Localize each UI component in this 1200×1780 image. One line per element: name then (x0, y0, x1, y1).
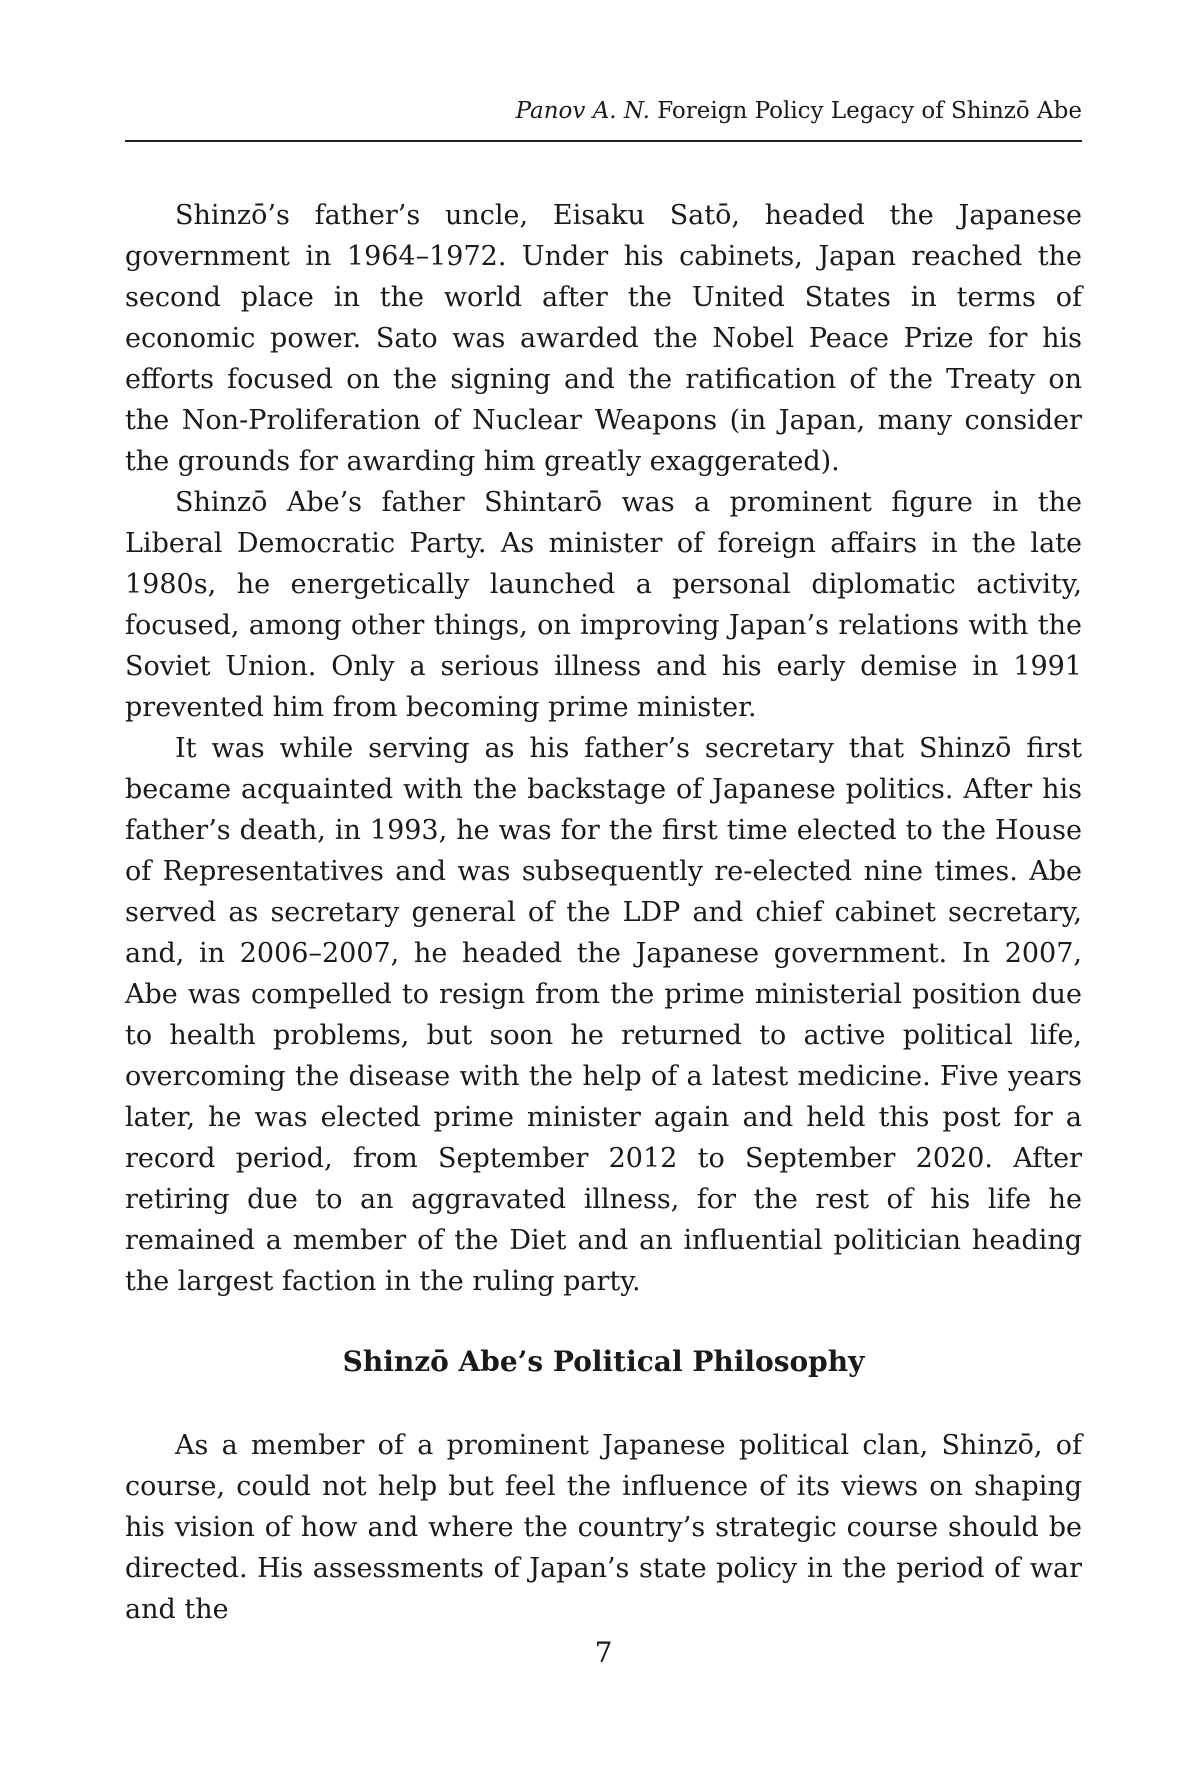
section-heading: Shinzō Abe’s Political Philosophy (342, 1345, 865, 1378)
section-body-text (125, 1425, 1082, 1630)
paragraph: As a member of a prominent Japanese political clan, Shinzō, of course, could not help but feel the influence of its views on shaping his vision of how and where the country’s strategic course should be directed. His assessments of Japan’s state policy in the period of war and the (125, 1430, 1082, 1625)
paragraph: Shinzō Abe’s father Shintarō was a prominent figure in the Liberal Democratic Party. As minister of foreign affairs in the late 1980s, he energetically launched a personal diplomatic activity, focused, among other things, on improving Japan’s relations with the Soviet Union. Only a serious illness and his early demise in 1991 prevented him from becoming prime minister. (125, 487, 1082, 723)
body-text (125, 195, 1082, 1302)
running-head-author: Panov A. N. (515, 98, 650, 124)
page-number: 7 (594, 1636, 613, 1669)
running-head (125, 96, 1082, 126)
paragraph: Shinzō’s father’s uncle, Eisaku Satō, headed the Japanese government in 1964–1972. Under his cabinets, Japan reached the second place in the world after the United States in terms of economic power. Sato was awarded the Nobel Peace Prize for his efforts focused on the signing and the ratification of the Treaty on the Non-Proliferation of Nuclear Weapons (in Japan, many consider the grounds for awarding him greatly exaggerated). (125, 200, 1082, 477)
header-rule (125, 140, 1082, 142)
running-head-title: Foreign Policy Legacy of Shinzō Abe (657, 98, 1082, 124)
paragraph: It was while serving as his father’s secretary that Shinzō first became acquainted with the backstage of Japanese politics. After his father’s death, in 1993, he was for the first time elected to the House of Representatives and was subsequently re-elected nine times. Abe served as secretary general of the LDP and chief cabinet secretary, and, in 2006–2007, he headed the Japanese government. In 2007, Abe was compelled to resign from the prime ministerial position due to health problems, but soon he returned to active political life, overcoming the disease with the help of a latest medicine. Five years later, he was elected prime minister again and held this post for a record period, from September 2012 to September 2020. After retiring due to an aggravated illness, for the rest of his life he remained a member of the Diet and an influential politician heading the largest faction in the ruling party. (125, 733, 1082, 1297)
